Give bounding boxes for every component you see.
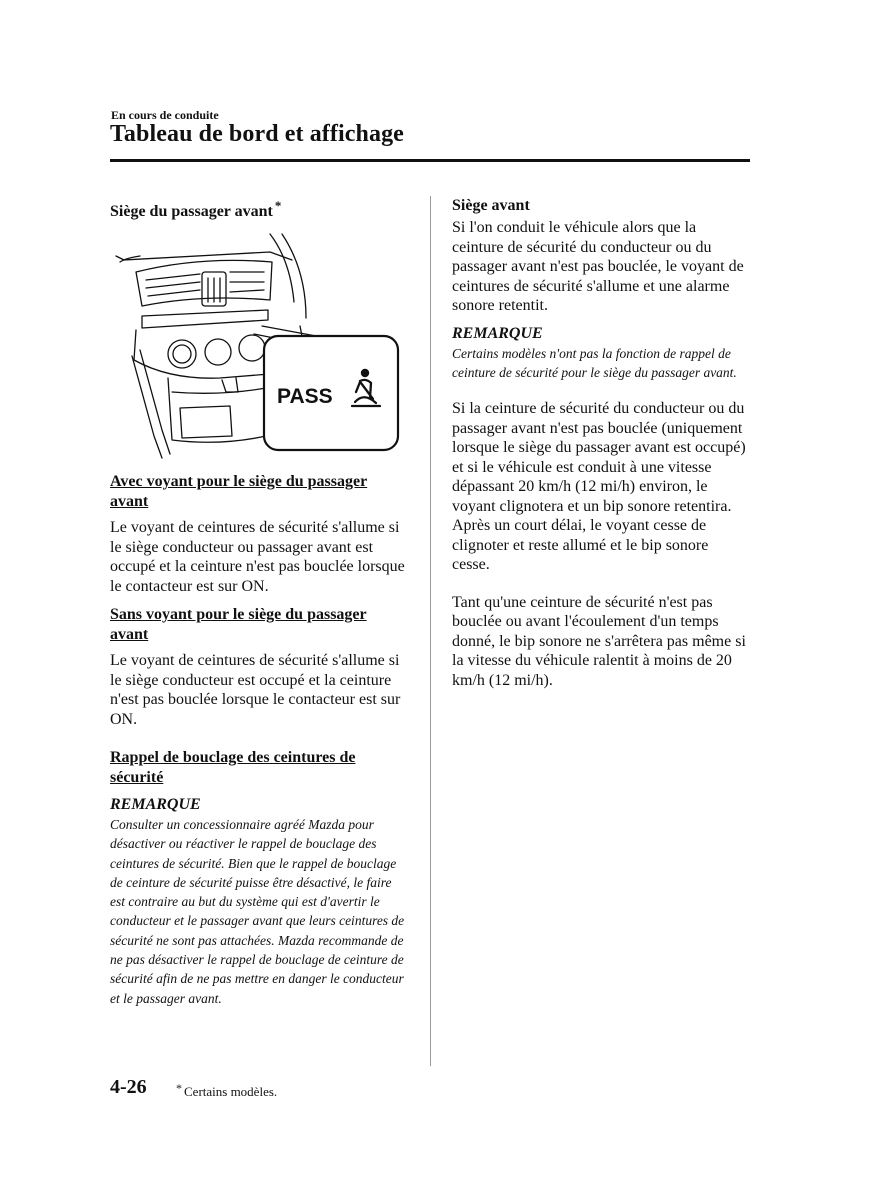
paragraph-front-seat: Si l'on conduit le véhicule alors que la ceinture de sécurité du conducteur ou du passager avant n'est pas bouclée, le voyant de ceintures de sécurité s'allume et une alarme sonore retentit. (452, 219, 744, 314)
pass-label: PASS (277, 385, 333, 408)
heading-front-passenger-seat: Siège du passager avant * (110, 198, 282, 220)
page-number: 4-26 (110, 1076, 147, 1098)
remark-body-right: Certains modèles n'ont pas la fonction de rappel de ceinture de sécurité pour le siège du passager avant. (452, 345, 737, 380)
paragraph-beep-duration: Tant qu'une ceinture de sécurité n'est pas bouclée ou avant l'écoulement d'un temps donné, le bip sonore ne s'arrêtera pas même si la vitesse du véhicule ralentit à moins de 20 km/h (12 mi/h). (452, 593, 746, 689)
right-column (452, 196, 748, 690)
footer-asterisk: * (176, 1081, 182, 1095)
title-rule (110, 159, 750, 162)
paragraph-without-passenger-indicator: Le voyant de ceintures de sécurité s'allume si le siège conducteur est occupé et la ceinture n'est pas bouclée lorsque le contacteur est sur ON. (110, 652, 401, 728)
page-title: Tableau de bord et affichage (110, 121, 404, 147)
heading-without-passenger-indicator: Sans voyant pour le siège du passager avant (110, 606, 367, 643)
models-asterisk: * (274, 198, 282, 213)
heading-seatbelt-reminder: Rappel de bouclage des ceintures de sécurité (110, 749, 356, 786)
left-column (110, 196, 406, 1008)
remark-body-left: Consulter un concessionnaire agréé Mazda pour désactiver ou réactiver le rappel de bouclage des ceintures de sécurité. Bien que le rappel de bouclage de ceinture de sécurité puisse être désactivé, le faire est contraire au but du système qui est d'avertir le conducteur et le passager avant que leurs ceintures de sécurité ne sont pas attachées. Mazda recommande de ne pas désactiver le rappel de bouclage de ceinture de sécurité afin de ne pas mettre en danger le conducteur et le passager avant. (110, 817, 405, 1006)
paragraph-with-passenger-indicator: Le voyant de ceintures de sécurité s'allume si le siège conducteur ou passager avant est occupé et la ceinture n'est pas bouclée lorsque le contacteur est sur ON. (110, 519, 405, 595)
heading-front-seat: Siège avant (452, 197, 530, 214)
footer-note: * Certains modèles. (176, 1081, 278, 1099)
remark-heading-right: REMARQUE (452, 324, 543, 342)
heading-with-passenger-indicator: Avec voyant pour le siège du passager avant (110, 473, 368, 510)
dashboard-illustration (110, 230, 406, 462)
section-label: En cours de conduite (111, 108, 219, 122)
remark-heading-left: REMARQUE (110, 796, 201, 813)
paragraph-blinking-warning: Si la ceinture de sécurité du conducteur ou du passager avant n'est pas bouclée (uniquement lorsque le siège du passager avant est occupé) et si le véhicule est conduit à une vitesse dépassant 20 km/h (12 mi/h) environ, le voyant clignotera et un bip sonore retentira. Après un court délai, le voyant cesse de clignoter et reste allumé et le bip sonore cesse. (452, 400, 746, 574)
column-divider (430, 196, 431, 1066)
